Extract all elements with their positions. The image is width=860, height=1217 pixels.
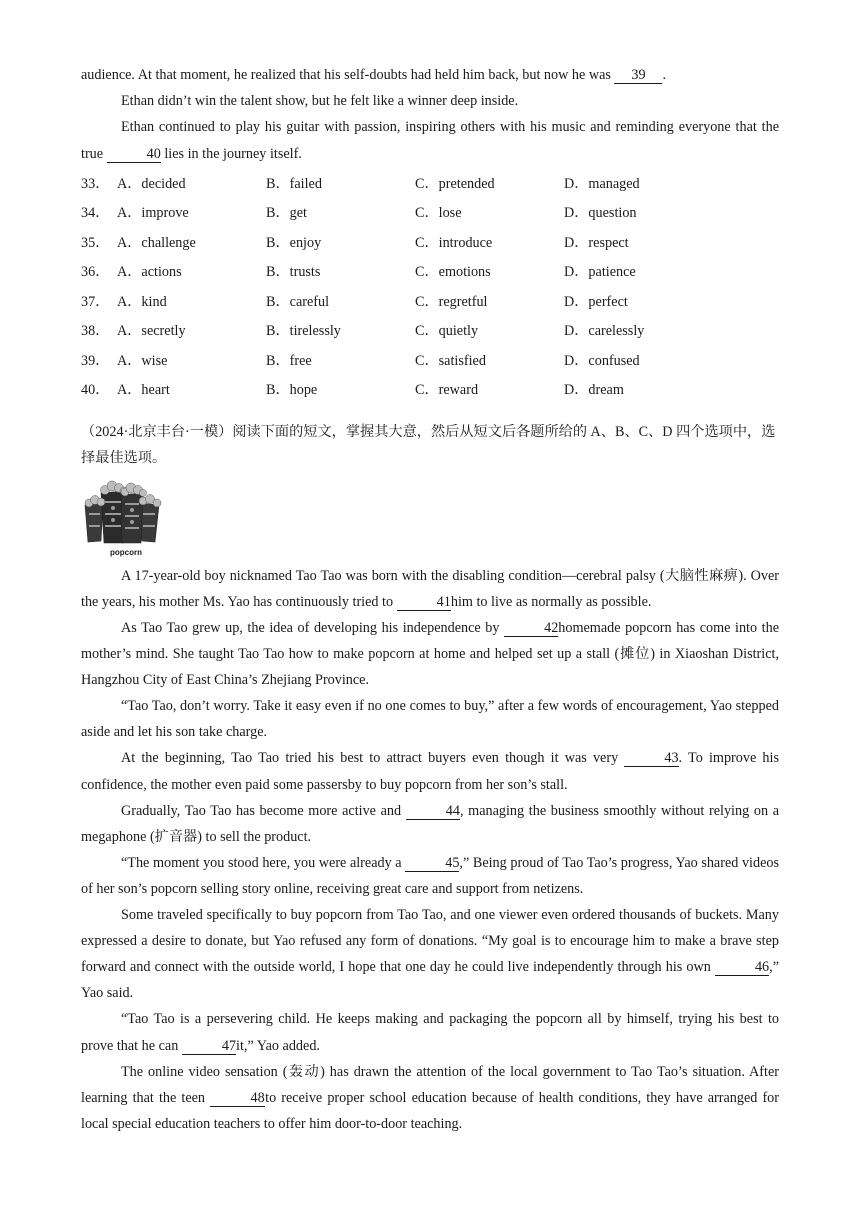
question-number: 33． (81, 175, 110, 192)
option-a: A．decided (117, 175, 186, 192)
option-a: A．wise (117, 352, 168, 369)
paragraph: At the beginning, Tao Tao tried his best to attract buyers even though it was very 43. To improve his confidence, the mother even paid some passersby to buy popcorn from her son’s stall. (81, 750, 779, 793)
option-c: C．pretended (415, 175, 495, 192)
option-c: C．satisfied (415, 352, 486, 369)
option-row (81, 256, 779, 286)
option-c: C．lose (415, 205, 462, 222)
option-row (81, 345, 779, 375)
option-a: A．actions (117, 264, 182, 281)
option-b: B．free (266, 352, 312, 369)
question-number: 36． (81, 264, 110, 281)
question-number: 40． (81, 382, 110, 399)
option-b: B．hope (266, 382, 318, 399)
option-list (81, 168, 779, 404)
question-number: 38． (81, 323, 110, 340)
option-b: B．trusts (266, 264, 321, 281)
option-row (81, 286, 779, 316)
answer-blank-41: 41 (397, 594, 451, 611)
paragraph: “Tao Tao is a persevering child. He keeps making and packaging the popcorn all by himself, trying his best to prove that he can 47it,” Yao added. (81, 1011, 779, 1054)
source-instruction: （2024·北京丰台·一模）阅读下面的短文，掌握其大意，然后从短文后各题所给的 A、B、C、D 四个选项中，选择最佳选项。 (81, 423, 776, 466)
option-b: B．failed (266, 175, 322, 192)
option-c: C．reward (415, 382, 479, 399)
option-a: A．kind (117, 293, 167, 310)
option-d: D．confused (564, 352, 640, 369)
paragraph: “The moment you stood here, you were already a 45,” Being proud of Tao Tao’s progress, Yao shared videos of her son’s popcorn selling story online, receiving great care and support from netizens. (81, 854, 779, 897)
answer-blank-47: 47 (182, 1038, 236, 1055)
paragraph: A 17-year-old boy nicknamed Tao Tao was born with the disabling condition—cerebral palsy (大脑性麻痹). Over the years, his mother Ms. Yao has continuously tried to 41him to live as normally as possible. (81, 567, 779, 610)
paragraph: Ethan continued to play his guitar with passion, inspiring others with his music and reminding everyone that the true 40 lies in the journey itself. (81, 119, 779, 162)
option-d: D．managed (564, 175, 640, 192)
paragraph: As Tao Tao grew up, the idea of developing his independence by 42homemade popcorn has come into the mother’s mind. She taught Tao Tao how to make popcorn at home and helped set up a stall (摊位) in Xiaoshan District, Hangzhou City of East China’s Zhejiang Province. (81, 620, 779, 689)
option-d: D．dream (564, 382, 624, 399)
question-number: 34． (81, 205, 110, 222)
answer-blank-44: 44 (406, 803, 460, 820)
option-c: C．regretful (415, 293, 488, 310)
answer-blank-43: 43 (624, 750, 678, 767)
option-c: C．quietly (415, 323, 479, 340)
document-page (81, 62, 779, 1137)
popcorn-figure (81, 479, 171, 557)
question-number: 35． (81, 234, 110, 251)
paragraph: The online video sensation (轰动) has drawn the attention of the local government to Tao Tao’s situation. After learning that the teen 48to receive proper school education because of health conditions, they have arranged for local special education teachers to offer him door-to-door teaching. (81, 1063, 779, 1132)
option-c: C．emotions (415, 264, 491, 281)
figure-caption: popcorn (110, 547, 142, 557)
answer-blank-46: 46 (715, 959, 769, 976)
reading-passage (81, 563, 779, 1137)
answer-blank-40: 40 (107, 146, 161, 163)
option-c: C．introduce (415, 234, 493, 251)
paragraph: Gradually, Tao Tao has become more active and 44, managing the business smoothly without relying on a megaphone (扩音器) to sell the product. (81, 802, 779, 845)
popcorn-buckets-image (81, 479, 163, 547)
question-number: 39． (81, 352, 110, 369)
option-b: B．tirelessly (266, 323, 341, 340)
option-d: D．patience (564, 264, 636, 281)
answer-blank-42: 42 (504, 620, 558, 637)
option-row (81, 374, 779, 404)
paragraph: “Tao Tao, don’t worry. Take it easy even if no one comes to buy,” after a few words of encouragement, Yao stepped aside and let his son take charge. (81, 698, 779, 741)
option-a: A．secretly (117, 323, 186, 340)
option-b: B．get (266, 205, 307, 222)
question-number: 37． (81, 293, 110, 310)
answer-blank-45: 45 (405, 855, 459, 872)
paragraph: Ethan didn’t win the talent show, but he felt like a winner deep inside. (121, 93, 519, 110)
option-b: B．enjoy (266, 234, 322, 251)
option-row (81, 315, 779, 345)
option-row (81, 197, 779, 227)
answer-blank-48: 48 (210, 1090, 265, 1107)
option-d: D．perfect (564, 293, 628, 310)
option-b: B．careful (266, 293, 330, 310)
option-row (81, 168, 779, 198)
paragraph: audience. At that moment, he realized that his self-doubts had held him back, but now he was 39 . (81, 67, 667, 83)
option-a: A．challenge (117, 234, 196, 251)
option-d: D．respect (564, 234, 629, 251)
paragraph: Some traveled specifically to buy popcorn from Tao Tao, and one viewer even ordered thousands of buckets. Many expressed a desire to donate, but Yao refused any form of donations. “My goal is to encourage him to make a brave step forward and connect with the outside world, I hope that one day he could live independently through his own 46,” Yao said. (81, 907, 779, 1002)
option-a: A．heart (117, 382, 170, 399)
option-a: A．improve (117, 205, 189, 222)
answer-blank-39: 39 (614, 67, 662, 84)
option-d: D．carelessly (564, 323, 645, 340)
option-row (81, 227, 779, 257)
option-d: D．question (564, 205, 637, 222)
